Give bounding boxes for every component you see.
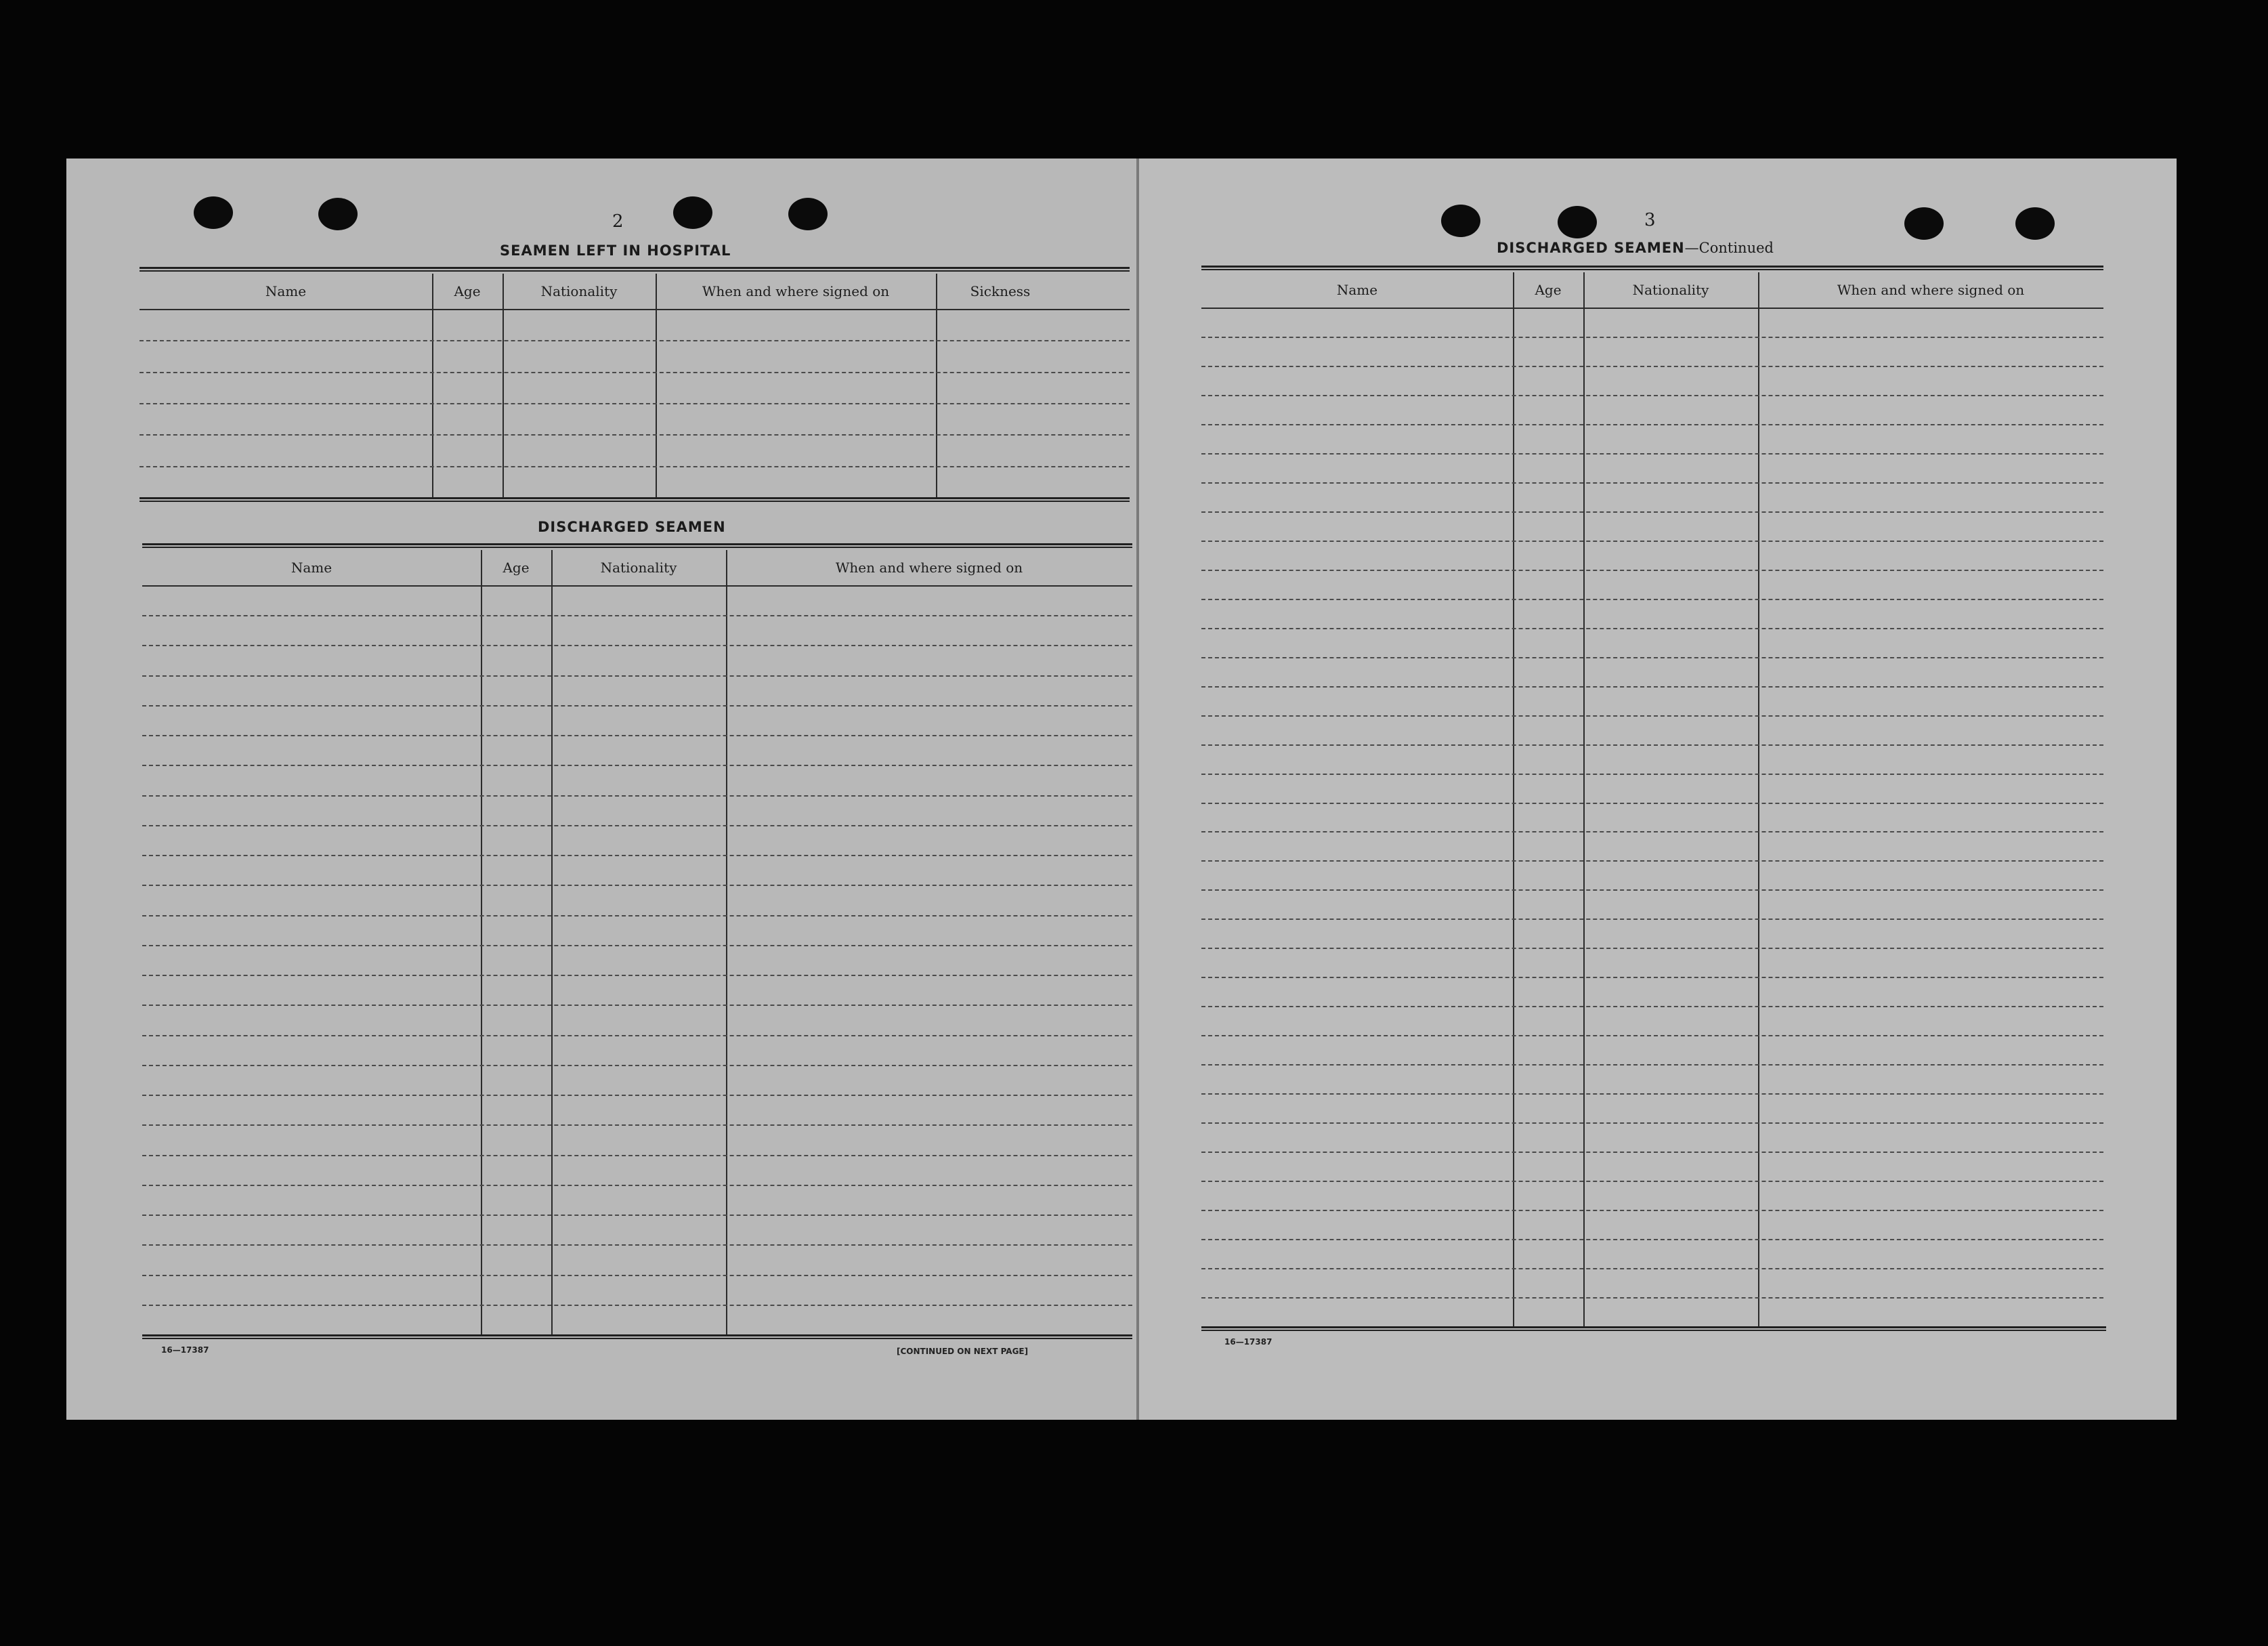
table-row-line <box>142 615 1132 616</box>
table-row-line <box>142 645 1132 646</box>
section-rule <box>1201 266 2103 270</box>
column-divider <box>551 550 553 1334</box>
table-row-line <box>142 1005 1132 1006</box>
table-row-line <box>1201 337 2103 338</box>
punch-hole <box>194 196 233 229</box>
section-title-text: DISCHARGED SEAMEN <box>1497 240 1685 256</box>
table-row-line <box>1201 541 2103 542</box>
punch-hole <box>1441 205 1480 237</box>
hospital-table <box>140 274 1130 497</box>
table-row-line <box>1201 1239 2103 1240</box>
table-row-line <box>142 1275 1132 1276</box>
column-header-signed-on: When and where signed on <box>835 560 1023 576</box>
table-row-line <box>142 1155 1132 1156</box>
column-divider <box>481 550 482 1334</box>
section-rule <box>1201 1326 2106 1331</box>
table-row-line <box>1201 715 2103 717</box>
table-row-line <box>1201 889 2103 891</box>
header-underline <box>1201 308 2103 309</box>
column-header-signed-on: When and where signed on <box>1837 282 2025 298</box>
section-rule <box>140 267 1130 272</box>
table-row-line <box>1201 1035 2103 1036</box>
table-row-line <box>142 825 1132 826</box>
table-row-line <box>140 434 1130 436</box>
discharged-table <box>142 550 1132 1334</box>
table-row-line <box>1201 453 2103 455</box>
table-row-line <box>142 1305 1132 1306</box>
table-row-line <box>142 735 1132 736</box>
table-row-line <box>142 765 1132 766</box>
table-row-line <box>1201 803 2103 804</box>
table-row-line <box>142 1244 1132 1246</box>
table-row-line <box>142 975 1132 976</box>
column-header-sickness: Sickness <box>970 283 1031 299</box>
table-row-line <box>1201 686 2103 688</box>
table-row-line <box>1201 948 2103 949</box>
table-row-line <box>1201 628 2103 629</box>
table-row-line <box>142 1185 1132 1186</box>
column-header-nationality: Nationality <box>1632 282 1709 298</box>
column-divider <box>656 274 657 497</box>
table-row-line <box>142 795 1132 797</box>
column-header-signed-on: When and where signed on <box>702 283 890 299</box>
table-row-line <box>142 1124 1132 1126</box>
punch-hole <box>318 198 358 230</box>
table-row-line <box>140 372 1130 373</box>
column-divider <box>432 274 433 497</box>
table-row-line <box>1201 860 2103 862</box>
table-row-line <box>1201 831 2103 832</box>
table-row-line <box>1201 919 2103 920</box>
continued-note: [CONTINUED ON NEXT PAGE] <box>897 1347 1029 1356</box>
column-divider <box>726 550 727 1334</box>
right-page <box>1139 159 2177 1420</box>
page-number: 2 <box>612 211 624 232</box>
column-divider <box>936 274 937 497</box>
column-header-nationality: Nationality <box>540 283 618 299</box>
table-row-line <box>142 885 1132 886</box>
header-underline <box>142 585 1132 587</box>
table-row-line <box>1201 1297 2103 1299</box>
section-rule <box>142 543 1132 548</box>
discharged-section-title: DISCHARGED SEAMEN <box>538 519 726 535</box>
table-row-line <box>1201 511 2103 513</box>
table-row-line <box>1201 599 2103 600</box>
table-row-line <box>1201 1093 2103 1095</box>
page-number: 3 <box>1644 210 1656 230</box>
table-row-line <box>1201 482 2103 484</box>
form-number: 16—17387 <box>1224 1337 1272 1347</box>
section-rule <box>140 497 1130 502</box>
table-row-line <box>140 466 1130 467</box>
table-row-line <box>1201 774 2103 775</box>
table-row-line <box>142 1095 1132 1096</box>
table-row-line <box>1201 1006 2103 1007</box>
table-row-line <box>142 675 1132 677</box>
table-row-line <box>1201 1152 2103 1153</box>
table-row-line <box>140 340 1130 341</box>
discharged-continued-table <box>1201 272 2103 1326</box>
table-row-line <box>142 915 1132 916</box>
hospital-section-title: SEAMEN LEFT IN HOSPITAL <box>500 242 731 259</box>
column-divider <box>1758 272 1759 1326</box>
section-rule <box>142 1334 1132 1339</box>
table-row-line <box>142 1215 1132 1216</box>
column-header-name: Name <box>265 283 307 299</box>
table-row-line <box>140 403 1130 404</box>
left-page <box>66 159 1136 1420</box>
column-divider <box>502 274 504 497</box>
table-row-line <box>1201 424 2103 425</box>
column-divider <box>1583 272 1585 1326</box>
punch-hole <box>788 198 828 230</box>
table-row-line <box>1201 366 2103 367</box>
table-row-line <box>1201 1064 2103 1065</box>
punch-hole <box>1904 207 1944 240</box>
table-row-line <box>1201 395 2103 396</box>
table-row-line <box>1201 1210 2103 1211</box>
section-title-suffix: —Continued <box>1684 240 1774 256</box>
table-row-line <box>1201 1122 2103 1124</box>
table-row-line <box>142 1065 1132 1066</box>
column-header-nationality: Nationality <box>600 560 677 576</box>
table-row-line <box>1201 1268 2103 1269</box>
form-number: 16—17387 <box>161 1345 209 1355</box>
punch-hole <box>2015 207 2055 240</box>
table-row-line <box>142 1035 1132 1036</box>
column-header-age: Age <box>1535 282 1562 298</box>
table-row-line <box>142 705 1132 706</box>
column-header-age: Age <box>454 283 481 299</box>
column-header-age: Age <box>502 560 530 576</box>
discharged-continued-title <box>1497 240 1774 256</box>
header-underline <box>140 309 1130 310</box>
column-header-name: Name <box>291 560 333 576</box>
column-header-name: Name <box>1336 282 1378 298</box>
punch-hole <box>673 196 712 229</box>
column-divider <box>1513 272 1514 1326</box>
table-row-line <box>1201 657 2103 658</box>
table-row-line <box>1201 570 2103 571</box>
table-row-line <box>1201 977 2103 978</box>
table-row-line <box>1201 1181 2103 1182</box>
table-row-line <box>142 945 1132 946</box>
table-row-line <box>142 855 1132 856</box>
table-row-line <box>1201 744 2103 746</box>
punch-hole <box>1558 206 1597 238</box>
